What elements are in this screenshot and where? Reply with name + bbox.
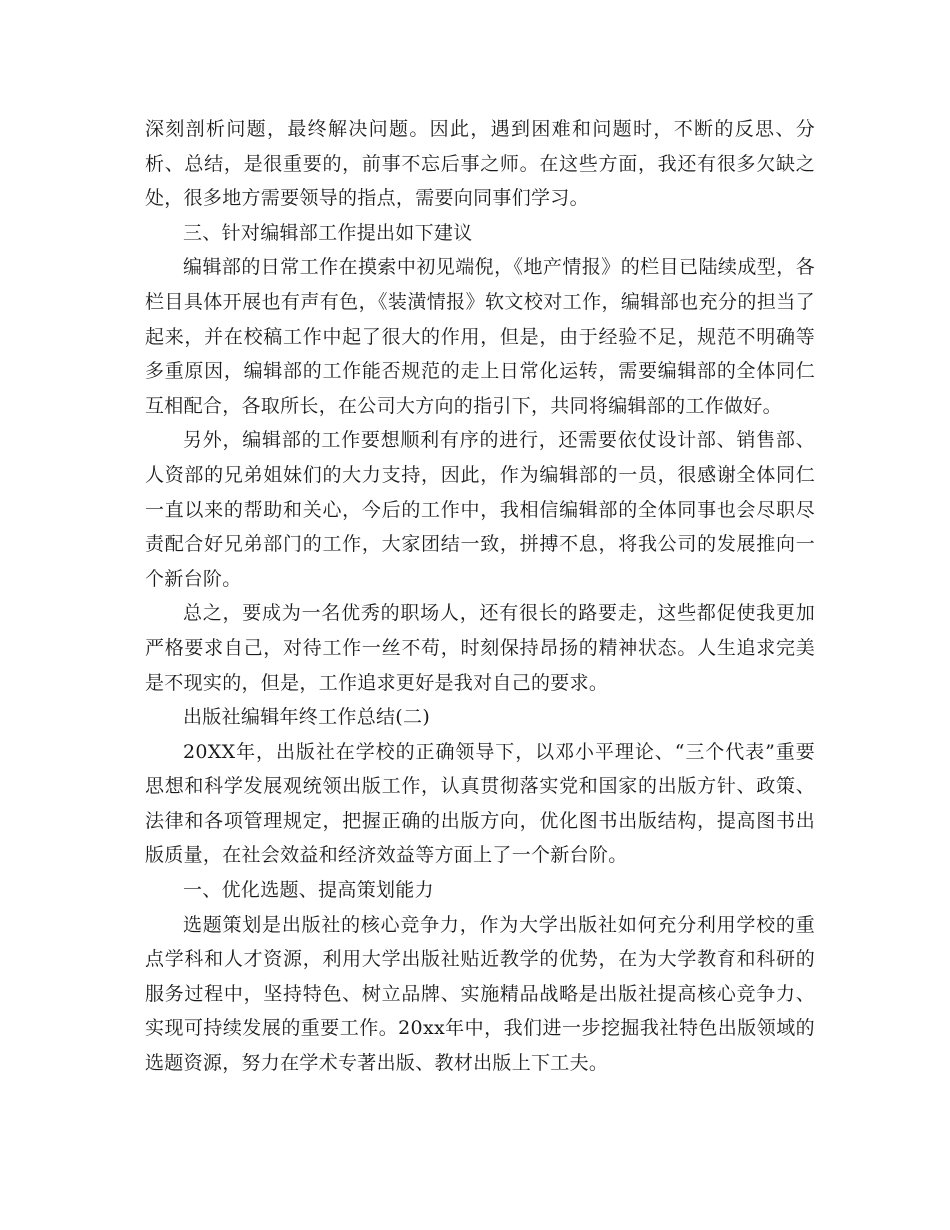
paragraph-conclusion: 总之，要成为一名优秀的职场人，还有很长的路要走，这些都促使我更加严格要求自己，对待工作一丝不苟，时刻保持昂扬的精神状态。人生追求完美是不现实的，但是，工作追求更好是我对自己的要求。 (145, 602, 815, 694)
paragraph-continued: 深刻剖析问题，最终解决问题。因此，遇到困难和问题时，不断的反思、分析、总结，是很重要的，前事不忘后事之师。在这些方面，我还有很多欠缺之处，很多地方需要领导的指点，需要向同事们学习。 (145, 118, 815, 210)
document-subtitle: 出版社编辑年终工作总结(二) (183, 706, 431, 729)
paragraph-department-support: 另外，编辑部的工作要想顺利有序的进行，还需要依仗设计部、销售部、人资部的兄弟姐妹们的大力支持，因此，作为编辑部的一员，很感谢全体同仁一直以来的帮助和关心，今后的工作中，我相信编辑部的全体同事也会尽职尽责配合好兄弟部门的工作，大家团结一致，拼搏不息，将我公司的发展推向一个新台阶。 (145, 429, 815, 590)
section-heading-topic-planning: 一、优化选题、提高策划能力 (183, 879, 434, 902)
section-heading-suggestions: 三、针对编辑部工作提出如下建议 (183, 221, 473, 244)
paragraph-editorial-daily-work: 编辑部的日常工作在摸索中初见端倪，《地产情报》的栏目已陆续成型，各栏目具体开展也有声有色，《装潢情报》软文校对工作，编辑部也充分的担当了起来，并在校稿工作中起了很大的作用，但是，由于经验不足，规范不明确等多重原因，编辑部的工作能否规范的走上日常化运转，需要编辑部的全体同仁互相配合，各取所长，在公司大方向的指引下，共同将编辑部的工作做好。 (145, 256, 815, 417)
paragraph-topic-planning: 选题策划是出版社的核心竞争力，作为大学出版社如何充分利用学校的重点学科和人才资源，利用大学出版社贴近教学的优势，在为大学教育和科研的服务过程中，坚持特色、树立品牌、实施精品战略是出版社提高核心竞争力、实现可持续发展的重要工作。20xx年中，我们进一步挖掘我社特色出版领域的选题资源，努力在学术专著出版、教材出版上下工夫。 (145, 913, 815, 1075)
paragraph-annual-overview: 20XX年，出版社在学校的正确领导下，以邓小平理论、“三个代表”重要思想和科学发展观统领出版工作，认真贯彻落实党和国家的出版方针、政策、法律和各项管理规定，把握正确的出版方向，优化图书出版结构，提高图书出版质量，在社会效益和经济效益等方面上了一个新台阶。 (145, 740, 815, 867)
document-body (145, 112, 815, 1081)
